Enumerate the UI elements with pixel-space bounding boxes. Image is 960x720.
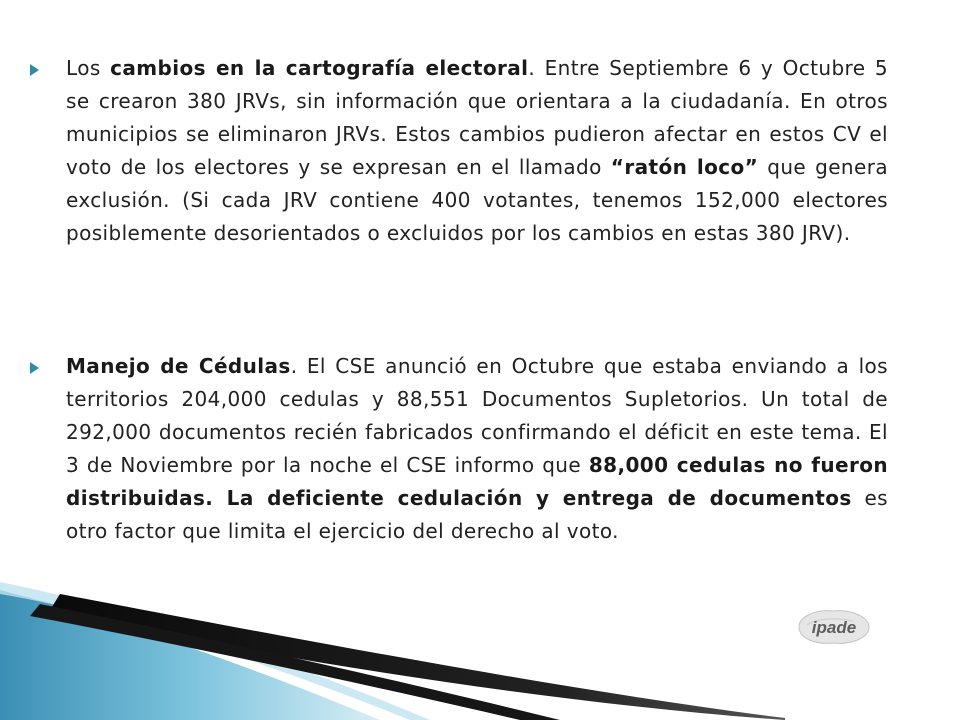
bold-text-segment: cambios en la cartografía electoral [110, 56, 529, 80]
bold-text-segment: “ratón loco” [610, 155, 759, 179]
arrow-bullet-icon [30, 362, 39, 374]
text-segment: . Entre Septiembre 6 y Octubre 5 se crearon 380 JRVs, sin información que orientara a la ciudadanía. En otros municipios se eliminaron JRVs. Estos cambios pudieron afectar en estos CV el voto de los electores y se expresan en el llamado [66, 56, 888, 179]
text-segment: que genera exclusión. (Si cada JRV contiene 400 votantes, tenemos 152,000 electores posiblemente desorientados o excluidos por los cambios en estas 380 JRV). [66, 155, 888, 245]
bold-text-segment: 88,000 cedulas no fueron distribuidas. La deficiente cedulación y entrega de documentos [66, 453, 888, 510]
logo-text: ipade [811, 618, 857, 637]
text-segment: . El CSE anunció en Octubre que estaba enviando a los territorios 204,000 cedulas y 88,551 Documentos Supletorios. Un total de 292,000 documentos recién fabricados confirmando el déficit en este tema. El 3 de Noviembre por la noche el CSE informo que [66, 354, 888, 477]
bullet-paragraph [66, 52, 888, 250]
arrow-bullet-icon [30, 64, 39, 76]
bold-text-segment: Manejo de Cédulas [66, 354, 291, 378]
text-segment: Los [66, 56, 111, 80]
ipade-logo [793, 605, 875, 649]
decorative-swoosh [0, 580, 960, 720]
bullet-paragraph [66, 350, 888, 548]
text-segment: es otro factor que limita el ejercicio del derecho al voto. [66, 486, 888, 543]
